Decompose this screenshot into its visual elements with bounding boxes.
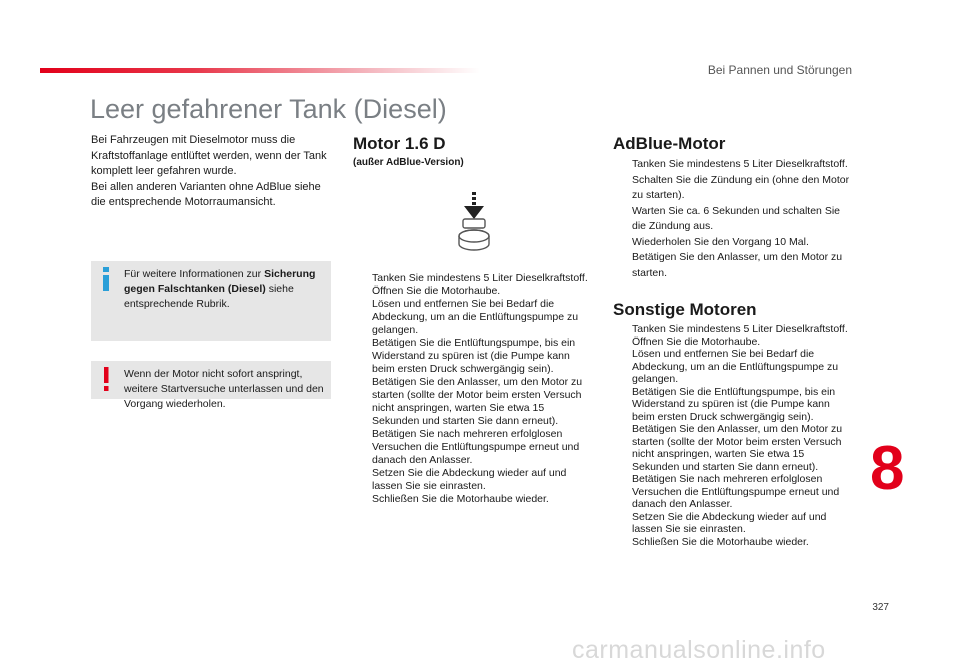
- info-icon: [99, 267, 113, 291]
- motor16-heading: Motor 1.6 D: [353, 134, 446, 153]
- list-item: Öffnen Sie die Motorhaube.: [632, 335, 761, 348]
- motor16-subheading: (außer AdBlue-Version): [353, 157, 464, 168]
- info-text-before: Für weitere Informationen zur: [124, 268, 265, 280]
- list-item: Schließen Sie die Motorhaube wieder.: [632, 535, 809, 548]
- list-item: Betätigen Sie nach mehreren erfolglosen Versuchen die Entlüftungspumpe erneut und danach den Anlasser.: [632, 473, 840, 510]
- other-motors-heading: Sonstige Motoren: [613, 300, 757, 319]
- intro-paragraph-2: Bei allen anderen Varianten ohne AdBlue siehe die entsprechende Motorraumansicht.: [91, 180, 321, 208]
- adblue-heading: AdBlue-Motor: [613, 134, 726, 153]
- page-number: 327: [872, 602, 889, 613]
- info-text-after: siehe entsprechende Rubrik.: [124, 283, 294, 310]
- motor16-steps: [353, 272, 591, 506]
- other-motors-steps: [613, 323, 853, 548]
- list-item: Lösen und entfernen Sie bei Bedarf die Abdeckung, um an die Entlüftungspumpe zu gelangen.: [632, 348, 839, 385]
- watermark: carmanualsonline.info: [572, 636, 826, 664]
- info-box: [91, 261, 331, 341]
- info-box-text: [124, 267, 324, 312]
- list-item: Betätigen Sie den Anlasser, um den Motor zu starten.: [632, 251, 843, 279]
- section-title: Bei Pannen und Störungen: [707, 63, 852, 77]
- warning-box: [91, 361, 331, 410]
- info-text-bold: Sicherung gegen Falschtanken (Diesel): [124, 268, 316, 295]
- chapter-number: 8: [870, 434, 905, 503]
- page-title: Leer gefahrener Tank (Diesel): [90, 94, 447, 124]
- list-item: Tanken Sie mindestens 5 Liter Dieselkraftstoff.: [372, 272, 588, 284]
- list-item: Wiederholen Sie den Vorgang 10 Mal.: [632, 235, 809, 248]
- list-item: Tanken Sie mindestens 5 Liter Dieselkraftstoff.: [632, 158, 848, 170]
- list-item: Betätigen Sie nach mehreren erfolglosen Versuchen die Entlüftungspumpe erneut und danach den Anlasser.: [372, 428, 580, 466]
- priming-pump-icon: [454, 192, 494, 254]
- list-item: Lösen und entfernen Sie bei Bedarf die Abdeckung, um an die Entlüftungspumpe zu gelangen.: [372, 298, 579, 336]
- list-item: Warten Sie ca. 6 Sekunden und schalten Sie die Zündung aus.: [632, 204, 840, 232]
- list-item: Betätigen Sie die Entlüftungspumpe, bis ein Widerstand zu spüren ist (die Pumpe kann beim ersten Druck schwergängig sein).: [632, 385, 836, 423]
- list-item: Öffnen Sie die Motorhaube.: [372, 285, 501, 297]
- adblue-steps: [613, 157, 853, 281]
- list-item: Schalten Sie die Zündung ein (ohne den Motor zu starten).: [632, 173, 850, 201]
- list-item: Betätigen Sie den Anlasser, um den Motor zu starten (sollte der Motor beim ersten Versuch nicht anspringen, warten Sie etwa 15 Sekunden und starten Sie dann erneut).: [632, 423, 843, 473]
- list-item: Tanken Sie mindestens 5 Liter Dieselkraftstoff.: [632, 323, 848, 335]
- list-item: Setzen Sie die Abdeckung wieder auf und lassen Sie sie einrasten.: [372, 467, 567, 492]
- intro-paragraph-1: Bei Fahrzeugen mit Dieselmotor muss die Kraftstoffanlage entlüftet werden, wenn der Tank komplett leer gefahren wurde.: [91, 134, 327, 177]
- warning-box-text: Wenn der Motor nicht sofort anspringt, weitere Startversuche unterlassen und den Vorgang wiederholen.: [124, 368, 324, 410]
- warning-icon: [101, 367, 111, 391]
- list-item: Schließen Sie die Motorhaube wieder.: [372, 493, 549, 505]
- list-item: Setzen Sie die Abdeckung wieder auf und lassen Sie sie einrasten.: [632, 510, 827, 535]
- list-item: Betätigen Sie den Anlasser, um den Motor zu starten (sollte der Motor beim ersten Versuch nicht anspringen, warten Sie etwa 15 Sekunden und starten Sie dann erneut).: [372, 376, 583, 427]
- intro-text: [91, 133, 331, 211]
- header-accent-bar: [40, 68, 480, 73]
- list-item: Betätigen Sie die Entlüftungspumpe, bis ein Widerstand zu spüren ist (die Pumpe kann beim ersten Druck schwergängig sein).: [372, 337, 576, 375]
